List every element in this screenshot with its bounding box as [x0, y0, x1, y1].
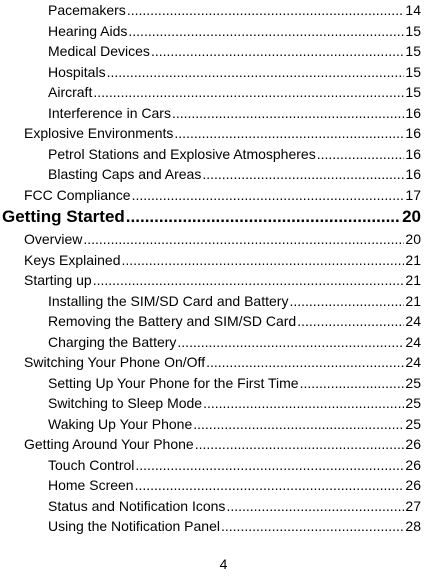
- toc-entry[interactable]: [48, 62, 421, 82]
- toc-entry-page: 15: [405, 63, 421, 80]
- toc-dot-leader: [135, 475, 405, 495]
- toc-entry[interactable]: [48, 21, 421, 41]
- toc-entry-page: 16: [405, 125, 421, 141]
- toc-dot-leader: [172, 103, 404, 123]
- toc-entry-page: 25: [405, 374, 421, 391]
- toc-entry-title: Explosive Environments: [24, 125, 174, 141]
- toc-dot-leader: [128, 21, 404, 41]
- toc-entry[interactable]: [48, 144, 421, 164]
- toc-entry-page: 27: [405, 497, 421, 514]
- toc-entry-title: Starting up: [24, 272, 92, 288]
- toc-entry-page: 14: [405, 2, 421, 18]
- toc-dot-leader: [193, 414, 404, 434]
- toc-entry-page: 20: [405, 231, 421, 247]
- toc-chapter-entry[interactable]: [2, 205, 421, 229]
- toc-entry[interactable]: [48, 103, 421, 123]
- toc-entry[interactable]: [24, 123, 421, 143]
- toc-entry[interactable]: [48, 414, 421, 434]
- toc-entry-title: Getting Started: [2, 207, 125, 226]
- toc-entry[interactable]: [24, 185, 421, 205]
- toc-entry-title: Interference in Cars: [48, 104, 171, 121]
- toc-dot-leader: [122, 250, 405, 270]
- toc-entry[interactable]: [48, 41, 421, 61]
- toc-entry-title: Pacemakers: [48, 2, 126, 18]
- toc-entry-title: Switching Your Phone On/Off: [24, 354, 206, 370]
- toc-dot-leader: [221, 516, 404, 536]
- toc-entry-page: 25: [405, 415, 421, 432]
- toc-entry[interactable]: [24, 352, 421, 372]
- toc-entry-page: 26: [405, 456, 421, 473]
- toc-entry-page: 24: [405, 313, 421, 329]
- toc-entry-title: Switching to Sleep Mode: [48, 395, 203, 411]
- toc-entry-page: 21: [405, 292, 421, 309]
- toc-entry[interactable]: [48, 311, 421, 331]
- toc-entry[interactable]: [24, 250, 421, 270]
- toc-entry[interactable]: [48, 496, 421, 516]
- toc-entry-page: 26: [405, 436, 421, 452]
- toc-entry[interactable]: [48, 393, 421, 413]
- toc-entry[interactable]: [48, 291, 421, 311]
- toc-entry-title: Medical Devices: [48, 43, 150, 59]
- toc-entry-page: 15: [405, 43, 421, 59]
- toc-entry-title: Getting Around Your Phone: [24, 436, 194, 452]
- toc-entry[interactable]: [48, 373, 421, 393]
- toc-entry-page: 24: [405, 354, 421, 370]
- page-number: 4: [219, 556, 228, 572]
- toc-entry[interactable]: [24, 270, 421, 290]
- toc-entry[interactable]: [48, 0, 421, 20]
- toc-entry-page: 24: [405, 333, 421, 350]
- toc-entry-page: 16: [405, 166, 421, 182]
- toc-entry-title: Hearing Aids: [48, 22, 128, 39]
- toc-entry-title: Aircraft: [48, 84, 93, 100]
- toc-entry-title: Installing the SIM/SD Card and Battery: [48, 292, 289, 309]
- toc-entry-page: 21: [405, 272, 421, 288]
- toc-entry-page: 16: [405, 145, 421, 162]
- toc-entry-title: Home Screen: [48, 477, 134, 493]
- toc-dot-leader: [83, 229, 404, 249]
- toc-entry-title: FCC Compliance: [24, 186, 131, 203]
- toc-dot-leader: [127, 0, 405, 20]
- toc-dot-leader: [203, 393, 404, 413]
- toc-dot-leader: [202, 164, 404, 184]
- toc-entry-title: Hospitals: [48, 63, 106, 80]
- toc-entry-page: 17: [405, 186, 421, 203]
- toc-entry-title: Charging the Battery: [48, 333, 177, 350]
- toc-dot-leader: [135, 455, 404, 475]
- toc-entry-title: Petrol Stations and Explosive Atmospheres: [48, 145, 316, 162]
- toc-dot-leader: [300, 373, 405, 393]
- toc-entry-page: 15: [405, 22, 421, 39]
- toc-dot-leader: [226, 496, 404, 516]
- toc-dot-leader: [177, 332, 404, 352]
- toc-entry-title: Setting Up Your Phone for the First Time: [48, 374, 299, 391]
- toc-dot-leader: [93, 82, 404, 102]
- toc-dot-leader: [206, 352, 404, 372]
- toc-dot-leader: [317, 144, 405, 164]
- toc-entry-title: Waking Up Your Phone: [48, 415, 193, 432]
- toc-entry-page: 20: [402, 207, 421, 226]
- toc-dot-leader: [289, 291, 404, 311]
- toc-entry[interactable]: [24, 229, 421, 249]
- toc-entry-title: Blasting Caps and Areas: [48, 166, 202, 182]
- toc-entry[interactable]: [48, 455, 421, 475]
- toc-entry[interactable]: [48, 82, 421, 102]
- toc-entry-page: 25: [405, 395, 421, 411]
- toc-entry-title: Using the Notification Panel: [48, 518, 220, 534]
- toc-dot-leader: [195, 434, 405, 454]
- toc-dot-leader: [132, 185, 405, 205]
- toc-dot-leader: [107, 62, 405, 82]
- toc-entry[interactable]: [48, 475, 421, 495]
- toc-dot-leader: [93, 270, 405, 290]
- toc-entry[interactable]: [24, 434, 421, 454]
- toc-dot-leader: [126, 205, 401, 229]
- toc-entry-title: Removing the Battery and SIM/SD Card: [48, 313, 297, 329]
- toc-dot-leader: [297, 311, 404, 331]
- toc-dot-leader: [151, 41, 404, 61]
- toc-entry-page: 16: [405, 104, 421, 121]
- toc-dot-leader: [174, 123, 404, 143]
- toc-entry-page: 26: [405, 477, 421, 493]
- toc-entry-page: 15: [405, 84, 421, 100]
- toc-entry-page: 28: [405, 518, 421, 534]
- toc-entry[interactable]: [48, 332, 421, 352]
- toc-entry-title: Touch Control: [48, 456, 135, 473]
- toc-entry[interactable]: [48, 164, 421, 184]
- toc-entry-page: 21: [405, 251, 421, 268]
- toc-entry-title: Keys Explained: [24, 251, 121, 268]
- toc-entry-title: Status and Notification Icons: [48, 497, 226, 514]
- toc-entry[interactable]: [48, 516, 421, 536]
- toc-entry-title: Overview: [24, 231, 83, 247]
